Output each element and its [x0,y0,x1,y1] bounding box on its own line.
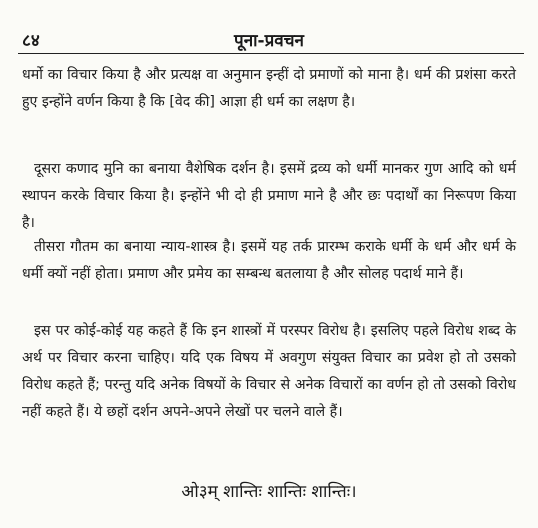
page-title: पूना-प्रवचन [234,31,304,51]
paragraph-4 [22,318,516,426]
paragraph-2-text: दूसरा कणाद मुनि का बनाया वैशेषिक दर्शन है। इसमें द्रव्य को धर्मी मानकर गुण आदि को धर्म स्थापन करके विचार किया है। इन्होंने भी दो ही प्रमाण माने है और छः पदार्थों का निरूपण किया है। [22,161,516,231]
paragraph-4-text: इस पर कोई-कोई यह कहते हैं कि इन शास्त्रों में परस्पर विरोध है। इसलिए पहले विरोध शब्द के अर्थ पर विचार करना चाहिए। यदि एक विषय में अवगुण संयुक्त विचार का प्रवेश हो तो उसको विरोध कहते हैं; परन्तु यदि अनेक विषयों के विचार से अनेक विचारों का वर्णन हो तो उसको विरोध नहीं कहते हैं। ये छहों दर्शन अपने-अपने लेखों पर चलने वाले हैं। [22,323,516,420]
paragraph-3-text: तीसरा गौतम का बनाया न्याय-शास्त्र है। इसमें यह तर्क प्रारम्भ कराके धर्मी के धर्म और धर्म के धर्मी क्यों नहीं होता। प्रमाण और प्रमेय का सम्बन्ध बतलाया है और सोलह पदार्थ माने हैं। [22,239,516,282]
paragraph-3 [22,234,516,288]
paragraph-1: धर्मो का विचार किया है और प्रत्यक्ष वा अनुमान इन्हीं दो प्रमाणों को माना है। धर्म की प्रशंसा करते हुए इन्होंने वर्णन किया है कि [वेद की] आज्ञा ही धर्म का लक्षण है। [22,67,516,110]
page-number: ८४ [22,31,40,51]
header-divider [18,53,524,54]
closing-mantra: ओ३म् शान्तिः शान्तिः शान्तिः। [181,482,357,502]
paragraph-2 [22,156,516,237]
